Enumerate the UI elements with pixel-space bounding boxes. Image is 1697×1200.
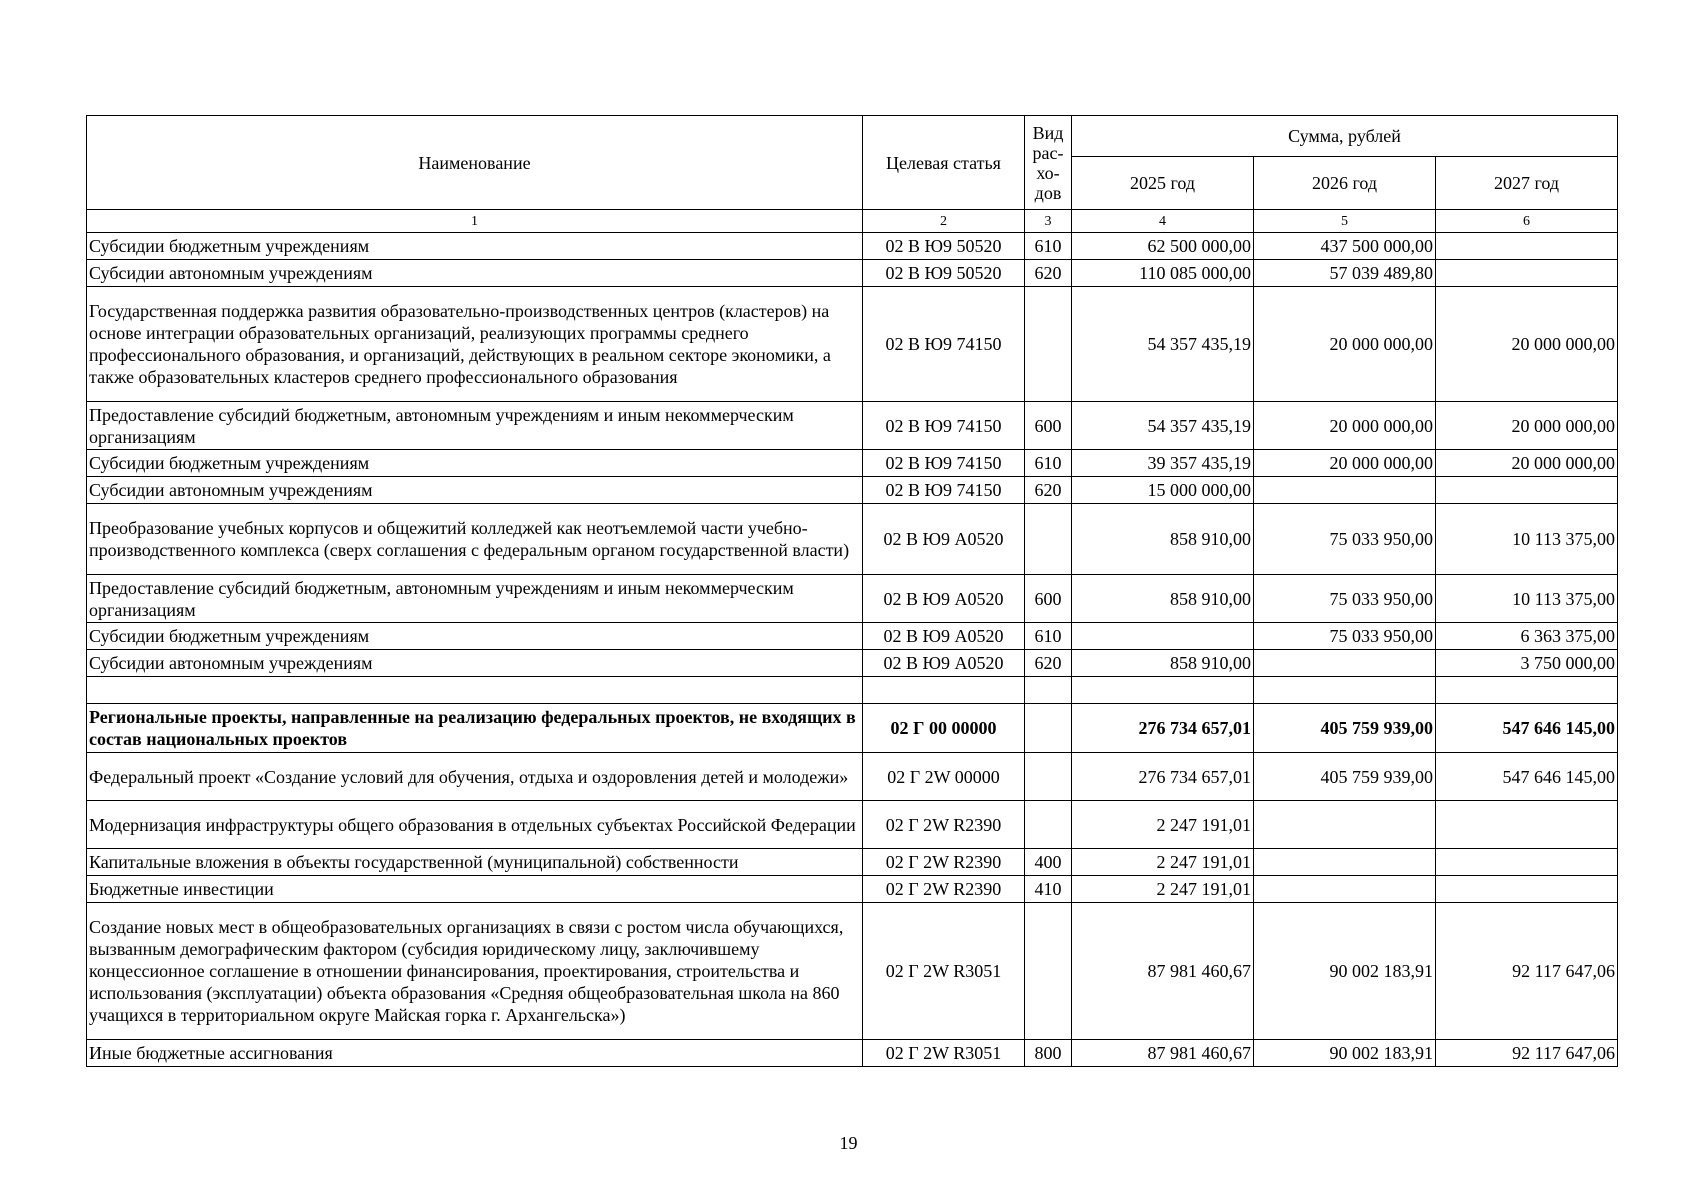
- row-amount-2026: [1254, 801, 1436, 849]
- table-row: [87, 402, 1618, 450]
- row-kind: [1025, 677, 1072, 704]
- row-kind: 610: [1025, 233, 1072, 260]
- row-code: 02 В Ю9 А0520: [863, 623, 1025, 650]
- row-amount-2027: 92 117 647,06: [1436, 1040, 1618, 1067]
- table-row: [87, 450, 1618, 477]
- row-amount-2026: [1254, 677, 1436, 704]
- row-kind: 610: [1025, 623, 1072, 650]
- header-year-2025: 2025 год: [1072, 157, 1254, 210]
- header-target-article: Целевая статья: [863, 116, 1025, 210]
- row-amount-2025: 858 910,00: [1072, 575, 1254, 623]
- table-row: [87, 575, 1618, 623]
- row-amount-2025: 858 910,00: [1072, 504, 1254, 575]
- table-row: [87, 753, 1618, 801]
- budget-table: [86, 115, 1618, 1067]
- column-number: 2: [863, 210, 1025, 233]
- row-code: 02 В Ю9 74150: [863, 477, 1025, 504]
- row-amount-2027: 547 646 145,00: [1436, 704, 1618, 753]
- row-code: 02 Г 2W 00000: [863, 753, 1025, 801]
- row-amount-2027: [1436, 876, 1618, 903]
- row-name: Иные бюджетные ассигнования: [87, 1040, 863, 1067]
- row-amount-2026: 90 002 183,91: [1254, 903, 1436, 1040]
- row-amount-2027: [1436, 801, 1618, 849]
- table-row: [87, 650, 1618, 677]
- row-amount-2025: [1072, 677, 1254, 704]
- row-code: 02 Г 00 00000: [863, 704, 1025, 753]
- row-name: [87, 677, 863, 704]
- table-row-empty: [87, 677, 1618, 704]
- table-row: [87, 260, 1618, 287]
- row-amount-2027: 3 750 000,00: [1436, 650, 1618, 677]
- row-amount-2025: 276 734 657,01: [1072, 753, 1254, 801]
- row-amount-2026: 75 033 950,00: [1254, 504, 1436, 575]
- row-amount-2026: [1254, 876, 1436, 903]
- row-name: Субсидии бюджетным учреждениям: [87, 450, 863, 477]
- row-code: 02 В Ю9 А0520: [863, 650, 1025, 677]
- row-kind: 410: [1025, 876, 1072, 903]
- row-name: Региональные проекты, направленные на реализацию федеральных проектов, не входящих в состав национальных проектов: [87, 704, 863, 753]
- row-kind: [1025, 753, 1072, 801]
- row-amount-2026: [1254, 849, 1436, 876]
- row-amount-2027: 10 113 375,00: [1436, 575, 1618, 623]
- row-name: Субсидии автономным учреждениям: [87, 650, 863, 677]
- table-row: [87, 849, 1618, 876]
- row-kind: 620: [1025, 260, 1072, 287]
- row-name: Модернизация инфраструктуры общего образования в отдельных субъектах Российской Федерации: [87, 801, 863, 849]
- row-amount-2027: 10 113 375,00: [1436, 504, 1618, 575]
- table-row: [87, 504, 1618, 575]
- row-kind: [1025, 801, 1072, 849]
- row-amount-2025: 62 500 000,00: [1072, 233, 1254, 260]
- row-kind: [1025, 504, 1072, 575]
- column-number: 3: [1025, 210, 1072, 233]
- row-amount-2026: 20 000 000,00: [1254, 402, 1436, 450]
- row-name: Федеральный проект «Создание условий для обучения, отдыха и оздоровления детей и молодежи»: [87, 753, 863, 801]
- table-row: [87, 903, 1618, 1040]
- page-number: 19: [839, 1133, 858, 1153]
- row-name: Предоставление субсидий бюджетным, автономным учреждениям и иным некоммерческим организациям: [87, 402, 863, 450]
- row-amount-2025: 54 357 435,19: [1072, 402, 1254, 450]
- row-amount-2026: 405 759 939,00: [1254, 704, 1436, 753]
- row-amount-2025: 2 247 191,01: [1072, 849, 1254, 876]
- row-amount-2025: 276 734 657,01: [1072, 704, 1254, 753]
- row-amount-2025: 39 357 435,19: [1072, 450, 1254, 477]
- table-row: [87, 876, 1618, 903]
- header-year-2026: 2026 год: [1254, 157, 1436, 210]
- row-amount-2025: 54 357 435,19: [1072, 287, 1254, 402]
- header-sum: Сумма, рублей: [1072, 116, 1618, 157]
- row-code: 02 Г 2W R2390: [863, 876, 1025, 903]
- row-amount-2026: 75 033 950,00: [1254, 623, 1436, 650]
- row-amount-2026: 437 500 000,00: [1254, 233, 1436, 260]
- table-row: [87, 801, 1618, 849]
- row-kind: 600: [1025, 575, 1072, 623]
- row-amount-2026: 90 002 183,91: [1254, 1040, 1436, 1067]
- row-amount-2027: 20 000 000,00: [1436, 450, 1618, 477]
- row-kind: [1025, 903, 1072, 1040]
- row-name: Субсидии бюджетным учреждениям: [87, 233, 863, 260]
- table-row-section: [87, 704, 1618, 753]
- row-name: Предоставление субсидий бюджетным, автономным учреждениям и иным некоммерческим организациям: [87, 575, 863, 623]
- column-number: 1: [87, 210, 863, 233]
- row-amount-2027: 547 646 145,00: [1436, 753, 1618, 801]
- row-amount-2027: [1436, 849, 1618, 876]
- table-row: [87, 623, 1618, 650]
- header-year-2027: 2027 год: [1436, 157, 1618, 210]
- row-amount-2025: 87 981 460,67: [1072, 1040, 1254, 1067]
- row-code: 02 В Ю9 74150: [863, 402, 1025, 450]
- row-amount-2026: [1254, 650, 1436, 677]
- row-code: 02 В Ю9 50520: [863, 233, 1025, 260]
- row-amount-2027: [1436, 677, 1618, 704]
- row-name: Бюджетные инвестиции: [87, 876, 863, 903]
- row-code: 02 В Ю9 А0520: [863, 504, 1025, 575]
- row-amount-2027: [1436, 477, 1618, 504]
- row-amount-2025: [1072, 623, 1254, 650]
- row-code: 02 Г 2W R2390: [863, 849, 1025, 876]
- row-amount-2025: 87 981 460,67: [1072, 903, 1254, 1040]
- row-name: Создание новых мест в общеобразовательных организациях в связи с ростом числа обучающихся, вызванным демографическим фактором (субсидия юридическому лицу, заключившему концессионное соглашение в отношении финансирования, проектирования, строительства и использования (эксплуатации) объекта образования «Средняя общеобразовательная школа на 860 учащихся в территориальном округе Майская горка г. Архангельска»): [87, 903, 863, 1040]
- row-name: Субсидии автономным учреждениям: [87, 260, 863, 287]
- row-code: [863, 677, 1025, 704]
- row-name: Субсидии бюджетным учреждениям: [87, 623, 863, 650]
- row-code: 02 В Ю9 А0520: [863, 575, 1025, 623]
- row-amount-2025: 858 910,00: [1072, 650, 1254, 677]
- row-kind: 600: [1025, 402, 1072, 450]
- row-name: Субсидии автономным учреждениям: [87, 477, 863, 504]
- row-code: 02 В Ю9 74150: [863, 287, 1025, 402]
- row-amount-2027: 20 000 000,00: [1436, 287, 1618, 402]
- column-number: 6: [1436, 210, 1618, 233]
- row-code: 02 Г 2W R2390: [863, 801, 1025, 849]
- row-kind: [1025, 704, 1072, 753]
- row-amount-2026: [1254, 477, 1436, 504]
- column-number: 4: [1072, 210, 1254, 233]
- row-name: Преобразование учебных корпусов и общежитий колледжей как неотъемлемой части учебно-производственного комплекса (сверх соглашения с федеральным органом государственной власти): [87, 504, 863, 575]
- row-amount-2027: 20 000 000,00: [1436, 402, 1618, 450]
- row-code: 02 Г 2W R3051: [863, 903, 1025, 1040]
- table-row: [87, 287, 1618, 402]
- row-name: Капитальные вложения в объекты государственной (муниципальной) собственности: [87, 849, 863, 876]
- row-kind: [1025, 287, 1072, 402]
- row-amount-2026: 57 039 489,80: [1254, 260, 1436, 287]
- row-amount-2027: 92 117 647,06: [1436, 903, 1618, 1040]
- row-code: 02 В Ю9 50520: [863, 260, 1025, 287]
- row-amount-2026: 20 000 000,00: [1254, 450, 1436, 477]
- row-kind: 620: [1025, 650, 1072, 677]
- row-kind: 800: [1025, 1040, 1072, 1067]
- row-amount-2026: 75 033 950,00: [1254, 575, 1436, 623]
- row-amount-2026: 405 759 939,00: [1254, 753, 1436, 801]
- row-code: 02 Г 2W R3051: [863, 1040, 1025, 1067]
- row-amount-2027: [1436, 233, 1618, 260]
- row-kind: 400: [1025, 849, 1072, 876]
- row-amount-2025: 2 247 191,01: [1072, 876, 1254, 903]
- table-row: [87, 477, 1618, 504]
- row-amount-2026: 20 000 000,00: [1254, 287, 1436, 402]
- row-name: Государственная поддержка развития образовательно-производственных центров (кластеров) на основе интеграции образовательных организаций, реализующих программы среднего профессионального образования, и организаций, действующих в реальном секторе экономики, а также образовательных кластеров среднего профессионального образования: [87, 287, 863, 402]
- row-amount-2025: 110 085 000,00: [1072, 260, 1254, 287]
- column-number: 5: [1254, 210, 1436, 233]
- row-code: 02 В Ю9 74150: [863, 450, 1025, 477]
- row-kind: 610: [1025, 450, 1072, 477]
- row-amount-2027: [1436, 260, 1618, 287]
- row-kind: 620: [1025, 477, 1072, 504]
- row-amount-2025: 15 000 000,00: [1072, 477, 1254, 504]
- row-amount-2025: 2 247 191,01: [1072, 801, 1254, 849]
- table-row: [87, 1040, 1618, 1067]
- header-name: Наименование: [87, 116, 863, 210]
- column-number-row: [87, 210, 1618, 233]
- header-expense-type: Вид рас-хо-дов: [1025, 116, 1072, 210]
- row-amount-2027: 6 363 375,00: [1436, 623, 1618, 650]
- table-row: [87, 233, 1618, 260]
